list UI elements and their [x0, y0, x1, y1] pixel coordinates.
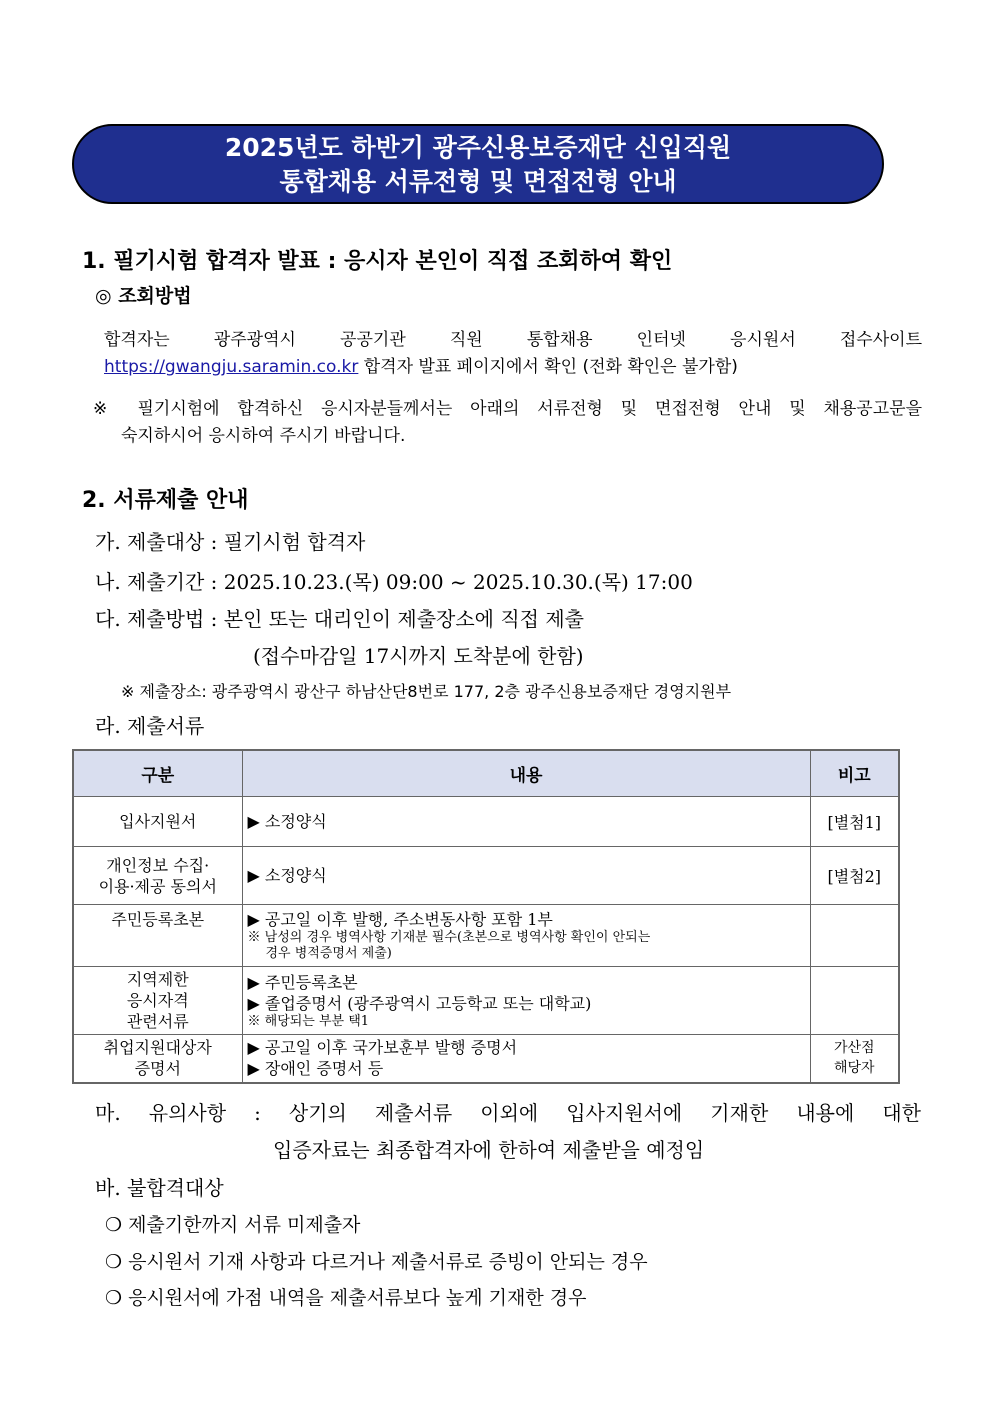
row-remark: [별첨1]	[810, 797, 899, 847]
table-header-row	[73, 750, 899, 797]
header-remark: 비고	[810, 750, 899, 797]
section1-sub: ◎ 조회방법	[95, 285, 192, 307]
section2-heading: 2. 서류제출 안내	[82, 488, 249, 513]
row-name-text: 주민등록초본	[111, 910, 205, 929]
header-category: 구분	[73, 750, 242, 797]
site-link[interactable]: https://gwangju.saramin.co.kr	[104, 357, 359, 377]
submit-place-note: ※ 제출장소: 광주광역시 광산구 하남산단8번로 177, 2층 광주신용보증재단 경영지원부	[121, 682, 732, 701]
table-row	[73, 1035, 899, 1083]
row-name-text: 지역제한	[126, 970, 189, 989]
row-content-line: ▶ 공고일 이후 발행, 주소변동사항 포함 1부	[247, 910, 553, 929]
submit-method-note: (접수마감일 17시까지 도착분에 한함)	[253, 644, 584, 668]
table-row	[73, 905, 899, 967]
table-row	[73, 797, 899, 847]
row-name	[73, 967, 242, 1035]
row-remark	[810, 1035, 899, 1083]
table-row	[73, 967, 899, 1035]
row-content	[242, 905, 810, 967]
row-name-text: 취업지원대상자	[103, 1038, 212, 1058]
row-remark: [별첨2]	[810, 847, 899, 905]
submit-target: 가. 제출대상 : 필기시험 합격자	[95, 530, 366, 554]
row-name	[73, 905, 242, 967]
row-content-line: ▶ 공고일 이후 국가보훈부 발행 증명서	[247, 1038, 518, 1058]
row-name	[73, 1035, 242, 1083]
submit-method: 다. 제출방법 : 본인 또는 대리인이 제출장소에 직접 제출	[95, 607, 584, 631]
row-content-line: ▶ 소정양식	[247, 812, 327, 831]
row-name	[73, 797, 242, 847]
row-name-text: 입사지원서	[119, 812, 197, 831]
section1-para-line1: 합격자는 광주광역시 공공기관 직원 통합채용 인터넷 응시원서 접수사이트	[104, 330, 922, 350]
row-name	[73, 847, 242, 905]
section1-para-rest: 합격자 발표 페이지에서 확인 (전화 확인은 불가함)	[358, 357, 738, 377]
row-name-text: 개인정보 수집·	[106, 855, 210, 875]
row-name-text: 증명서	[134, 1059, 181, 1079]
row-remark-text: 해당자	[833, 1060, 875, 1077]
disqualify-item: ❍ 응시원서에 가점 내역을 제출서류보다 높게 기재한 경우	[105, 1287, 587, 1309]
row-remark	[810, 967, 899, 1035]
row-sub-note: ※ 해당되는 부분 택1	[247, 1013, 370, 1029]
disqualify-item: ❍ 응시원서 기재 사항과 다르거나 제출서류로 증빙이 안되는 경우	[105, 1251, 648, 1273]
disqualify-heading: 바. 불합격대상	[95, 1176, 224, 1200]
submit-period: 나. 제출기간 : 2025.10.23.(목) 09:00 ~ 2025.10.30.(목) 17:00	[95, 570, 693, 594]
row-sub-note: 경우 병적증명서 제출)	[265, 946, 392, 961]
row-content	[242, 967, 810, 1035]
row-content-line: ▶ 주민등록초본	[247, 972, 358, 992]
row-name-text: 응시자격	[126, 991, 189, 1010]
section1-note-line1: ※ 필기시험에 합격하신 응시자분들께서는 아래의 서류전형 및 면접전형 안내 및 채용공고문을	[93, 399, 922, 419]
row-content	[242, 1035, 810, 1083]
header-content: 내용	[242, 750, 810, 797]
row-name-text: 관련서류	[126, 1012, 189, 1031]
row-content-line: ▶ 장애인 증명서 등	[247, 1059, 384, 1079]
row-content-line: ▶ 소정양식	[247, 866, 327, 885]
row-remark	[810, 905, 899, 967]
row-content	[242, 847, 810, 905]
title-line-2: 통합채용 서류전형 및 면접전형 안내	[279, 167, 677, 196]
row-remark-text: 가산점	[833, 1040, 875, 1057]
section1-para-line2	[104, 352, 738, 377]
table-row	[73, 847, 899, 905]
row-sub-note: ※ 남성의 경우 병역사항 기재분 필수(초본으로 병역사항 확인이 안되는	[247, 930, 651, 945]
row-content-line: ▶ 졸업증명서 (광주광역시 고등학교 또는 대학교)	[247, 993, 592, 1013]
section1-heading: 1. 필기시험 합격자 발표 : 응시자 본인이 직접 조회하여 확인	[82, 249, 673, 274]
title-line-1: 2025년도 하반기 광주신용보증재단 신입직원	[224, 133, 732, 162]
caution-line2: 입증자료는 최종합격자에 한하여 제출받을 예정임	[273, 1138, 705, 1162]
documents-table	[72, 749, 900, 1084]
row-content	[242, 797, 810, 847]
row-name-text: 이용·제공 동의서	[98, 876, 217, 896]
section1-note-line2: 숙지하시어 응시하여 주시기 바랍니다.	[121, 426, 406, 446]
caution-line1: 마. 유의사항 : 상기의 제출서류 이외에 입사지원서에 기재한 내용에 대한	[95, 1101, 921, 1125]
submit-docs-heading: 라. 제출서류	[95, 714, 205, 738]
disqualify-item: ❍ 제출기한까지 서류 미제출자	[105, 1214, 361, 1236]
title-banner	[72, 124, 884, 204]
